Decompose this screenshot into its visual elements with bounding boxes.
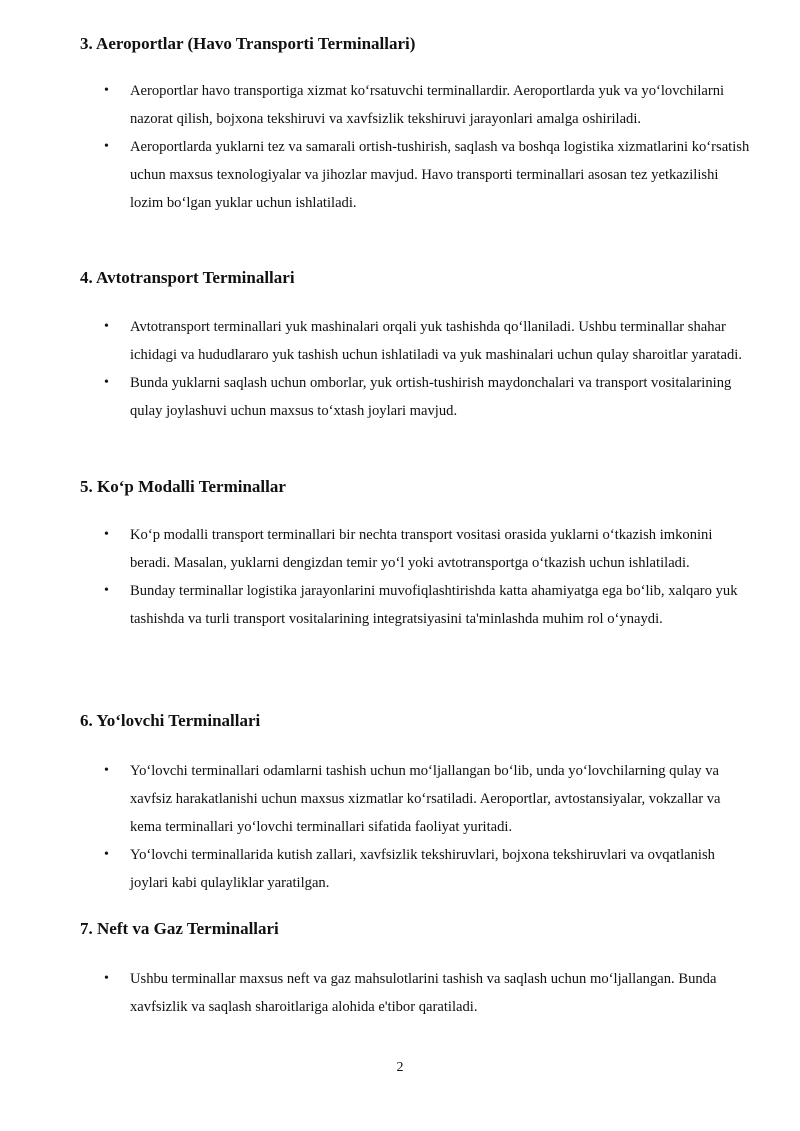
- bullet-icon: •: [104, 971, 109, 986]
- bullet-icon: •: [104, 527, 109, 542]
- list-item-text: Ushbu terminallar maxsus neft va gaz mahsulotlarini tashish va saqlash uchun mo‘ljallangan. Bunda xavfsizlik va saqlash sharoitlariga alohida e'tibor qaratiladi.: [130, 971, 717, 1015]
- bullet-icon: •: [104, 763, 109, 778]
- list-item: [0, 965, 800, 1021]
- list-item-text: Bunday terminallar logistika jarayonlarini muvofiqlashtirishda katta ahamiyatga ega bo‘lib, xalqaro yuk tashishda va turli transport vositalarining integratsiyasini ta'minlashda muhim rol o‘ynaydi.: [130, 583, 738, 627]
- list-item-text: Aeroportlar havo transportiga xizmat ko‘rsatuvchi terminallardir. Aeroportlarda yuk va yo‘lovchilarni nazorat qilish, bojxona tekshiruvi va xavfsizlik tekshiruvi jarayonlari amalga oshiriladi.: [130, 83, 725, 127]
- section-heading-road-transport: 4. Avtotransport Terminallari: [80, 268, 295, 287]
- bullet-list-passenger: [0, 757, 800, 897]
- bullet-icon: •: [104, 83, 109, 98]
- bullet-list-airports: [0, 77, 800, 217]
- list-item-text: Aeroportlarda yuklarni tez va samarali ortish-tushirish, saqlash va boshqa logistika xizmatlarini ko‘rsatish uchun maxsus texnologiyalar va jihozlar mavjud. Havo transporti terminallari asosan tez yetkazilishi lozim bo‘lgan yuklar uchun ishlatiladi.: [130, 139, 750, 211]
- list-item: [0, 313, 800, 369]
- list-item-text: Yo‘lovchi terminallarida kutish zallari, xavfsizlik tekshiruvlari, bojxona tekshiruvlari va ovqatlanish joylari kabi qulayliklar yaratilgan.: [130, 847, 715, 891]
- list-item-text: Bunda yuklarni saqlash uchun omborlar, yuk ortish-tushirish maydonchalari va transport vositalarining qulay joylashuvi uchun maxsus to‘xtash joylari mavjud.: [130, 375, 732, 419]
- bullet-icon: •: [104, 139, 109, 154]
- bullet-list-oil-gas: [0, 965, 800, 1021]
- list-item: [0, 841, 800, 897]
- list-item-text: Yo‘lovchi terminallari odamlarni tashish uchun mo‘ljallangan bo‘lib, unda yo‘lovchilarning qulay va xavfsiz harakatlanishi uchun maxsus xizmatlar ko‘rsatiladi. Aeroportlar, avtostansiyalar, vokzallar va kema terminallari yo‘lovchi terminallari sifatida faoliyat yuritadi.: [130, 763, 721, 835]
- section-heading-oil-gas: 7. Neft va Gaz Terminallari: [80, 919, 279, 938]
- bullet-list-multimodal: [0, 521, 800, 633]
- section-heading-passenger: 6. Yo‘lovchi Terminallari: [80, 711, 261, 730]
- list-item-text: Avtotransport terminallari yuk mashinalari orqali yuk tashishda qo‘llaniladi. Ushbu terminallar shahar ichidagi va hududlararo yuk tashish uchun ishlatiladi va yuk mashinalari uchun qulay sharoitlar yaratadi.: [130, 319, 742, 363]
- list-item: [0, 133, 800, 217]
- section-heading-airports: 3. Aeroportlar (Havo Transporti Terminallari): [80, 34, 416, 53]
- bullet-icon: •: [104, 847, 109, 862]
- bullet-icon: •: [104, 375, 109, 390]
- list-item: [0, 521, 800, 577]
- section-heading-multimodal: 5. Ko‘p Modalli Terminallar: [80, 477, 286, 496]
- list-item: [0, 77, 800, 133]
- list-item: [0, 577, 800, 633]
- list-item: [0, 757, 800, 841]
- bullet-list-road-transport: [0, 313, 800, 425]
- bullet-icon: •: [104, 583, 109, 598]
- page-number: 2: [396, 1060, 404, 1075]
- bullet-icon: •: [104, 319, 109, 334]
- list-item-text: Ko‘p modalli transport terminallari bir nechta transport vositasi orasida yuklarni o‘tkazish imkonini beradi. Masalan, yuklarni dengizdan temir yo‘l yoki avtotransportga o‘tkazish uchun ishlatiladi.: [130, 527, 713, 571]
- list-item: [0, 369, 800, 425]
